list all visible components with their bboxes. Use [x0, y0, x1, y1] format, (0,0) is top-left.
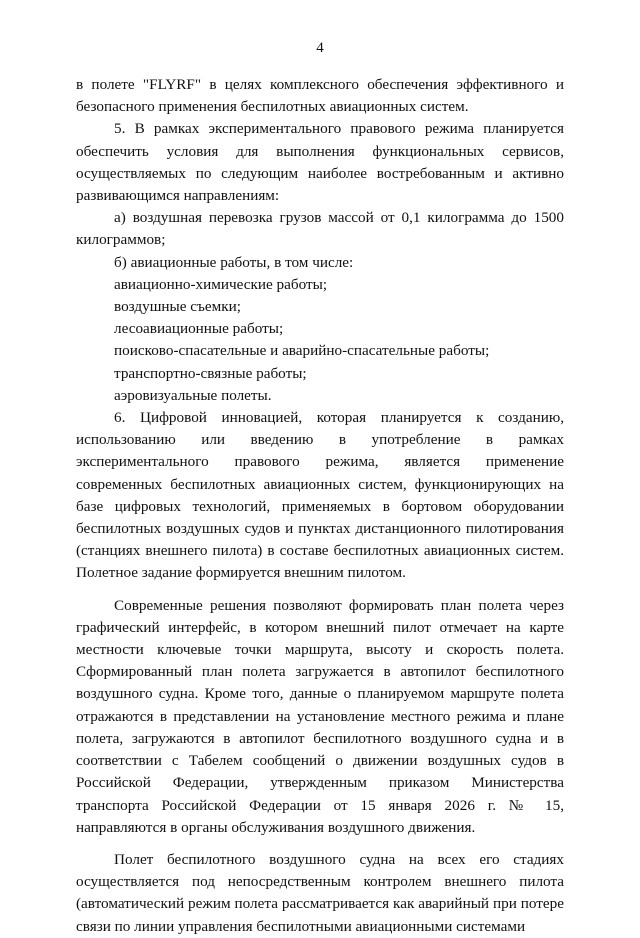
page-number: 4	[316, 40, 324, 56]
paragraph-flight-control: Полет беспилотного воздушного судна на всех его стадиях осуществляется под непосредственным контролем внешнего пилота (автоматический режим полета рассматривается как аварийный при потере связи по линии управления беспилотными авиационными системами	[76, 850, 564, 935]
paragraph-flight-plan: Современные решения позволяют формировать план полета через графический интерфейс, в котором внешний пилот отмечает на карте местности ключевые точки маршрута, высоту и скорость полета. Сформированный план полета загружается в автопилот беспилотного воздушного судна. Кроме того, данные о планируемом маршруте полета отражаются в представлении на установление местного режима и плане полета, загружаются в автопилот беспилотного воздушного судна и в соответствии с Табелем сообщений о движении воздушных судов в Российской Федерации, утвержденным приказом Министерства транспорта Российской Федерации от 15 января 2026 г. № 15, направляются в органы обслуживания воздушного движения.	[76, 596, 564, 836]
list-item: поисково-спасательные и аварийно-спасательные работы;	[114, 342, 490, 360]
paragraph-item-a: а) воздушная перевозка грузов массой от 0,1 килограмма до 1500 килограммов;	[76, 209, 564, 249]
list-item: аэровизуальные полеты.	[114, 386, 272, 404]
paragraph-continuation: в полете "FLYRF" в целях комплексного обеспечения эффективного и безопасного применения беспилотных авиационных систем.	[76, 76, 564, 116]
list-item: авиационно-химические работы;	[114, 275, 328, 293]
paragraph-item-b: б) авиационные работы, в том числе:	[114, 253, 354, 271]
list-item: транспортно-связные работы;	[114, 364, 307, 382]
list-item: воздушные съемки;	[114, 298, 241, 316]
paragraph-item-5: 5. В рамках экспериментального правового режима планируется обеспечить условия для выполнения функциональных сервисов, осуществляемых по следующим наиболее востребованным и активно развивающимся направлениям:	[76, 120, 564, 205]
document-body	[76, 74, 564, 938]
list-item: лесоавиационные работы;	[114, 320, 284, 338]
paragraph-item-6: 6. Цифровой инновацией, которая планируется к созданию, использованию или введению в употребление в рамках экспериментального правового режима, является применение современных беспилотных авиационных систем, функционирующих на базе цифровых технологий, применяемых в бортовом оборудовании беспилотных воздушных судов и пунктах дистанционного пилотирования (станциях внешнего пилота) в составе беспилотных авиационных систем. Полетное задание формируется внешним пилотом.	[76, 409, 564, 582]
